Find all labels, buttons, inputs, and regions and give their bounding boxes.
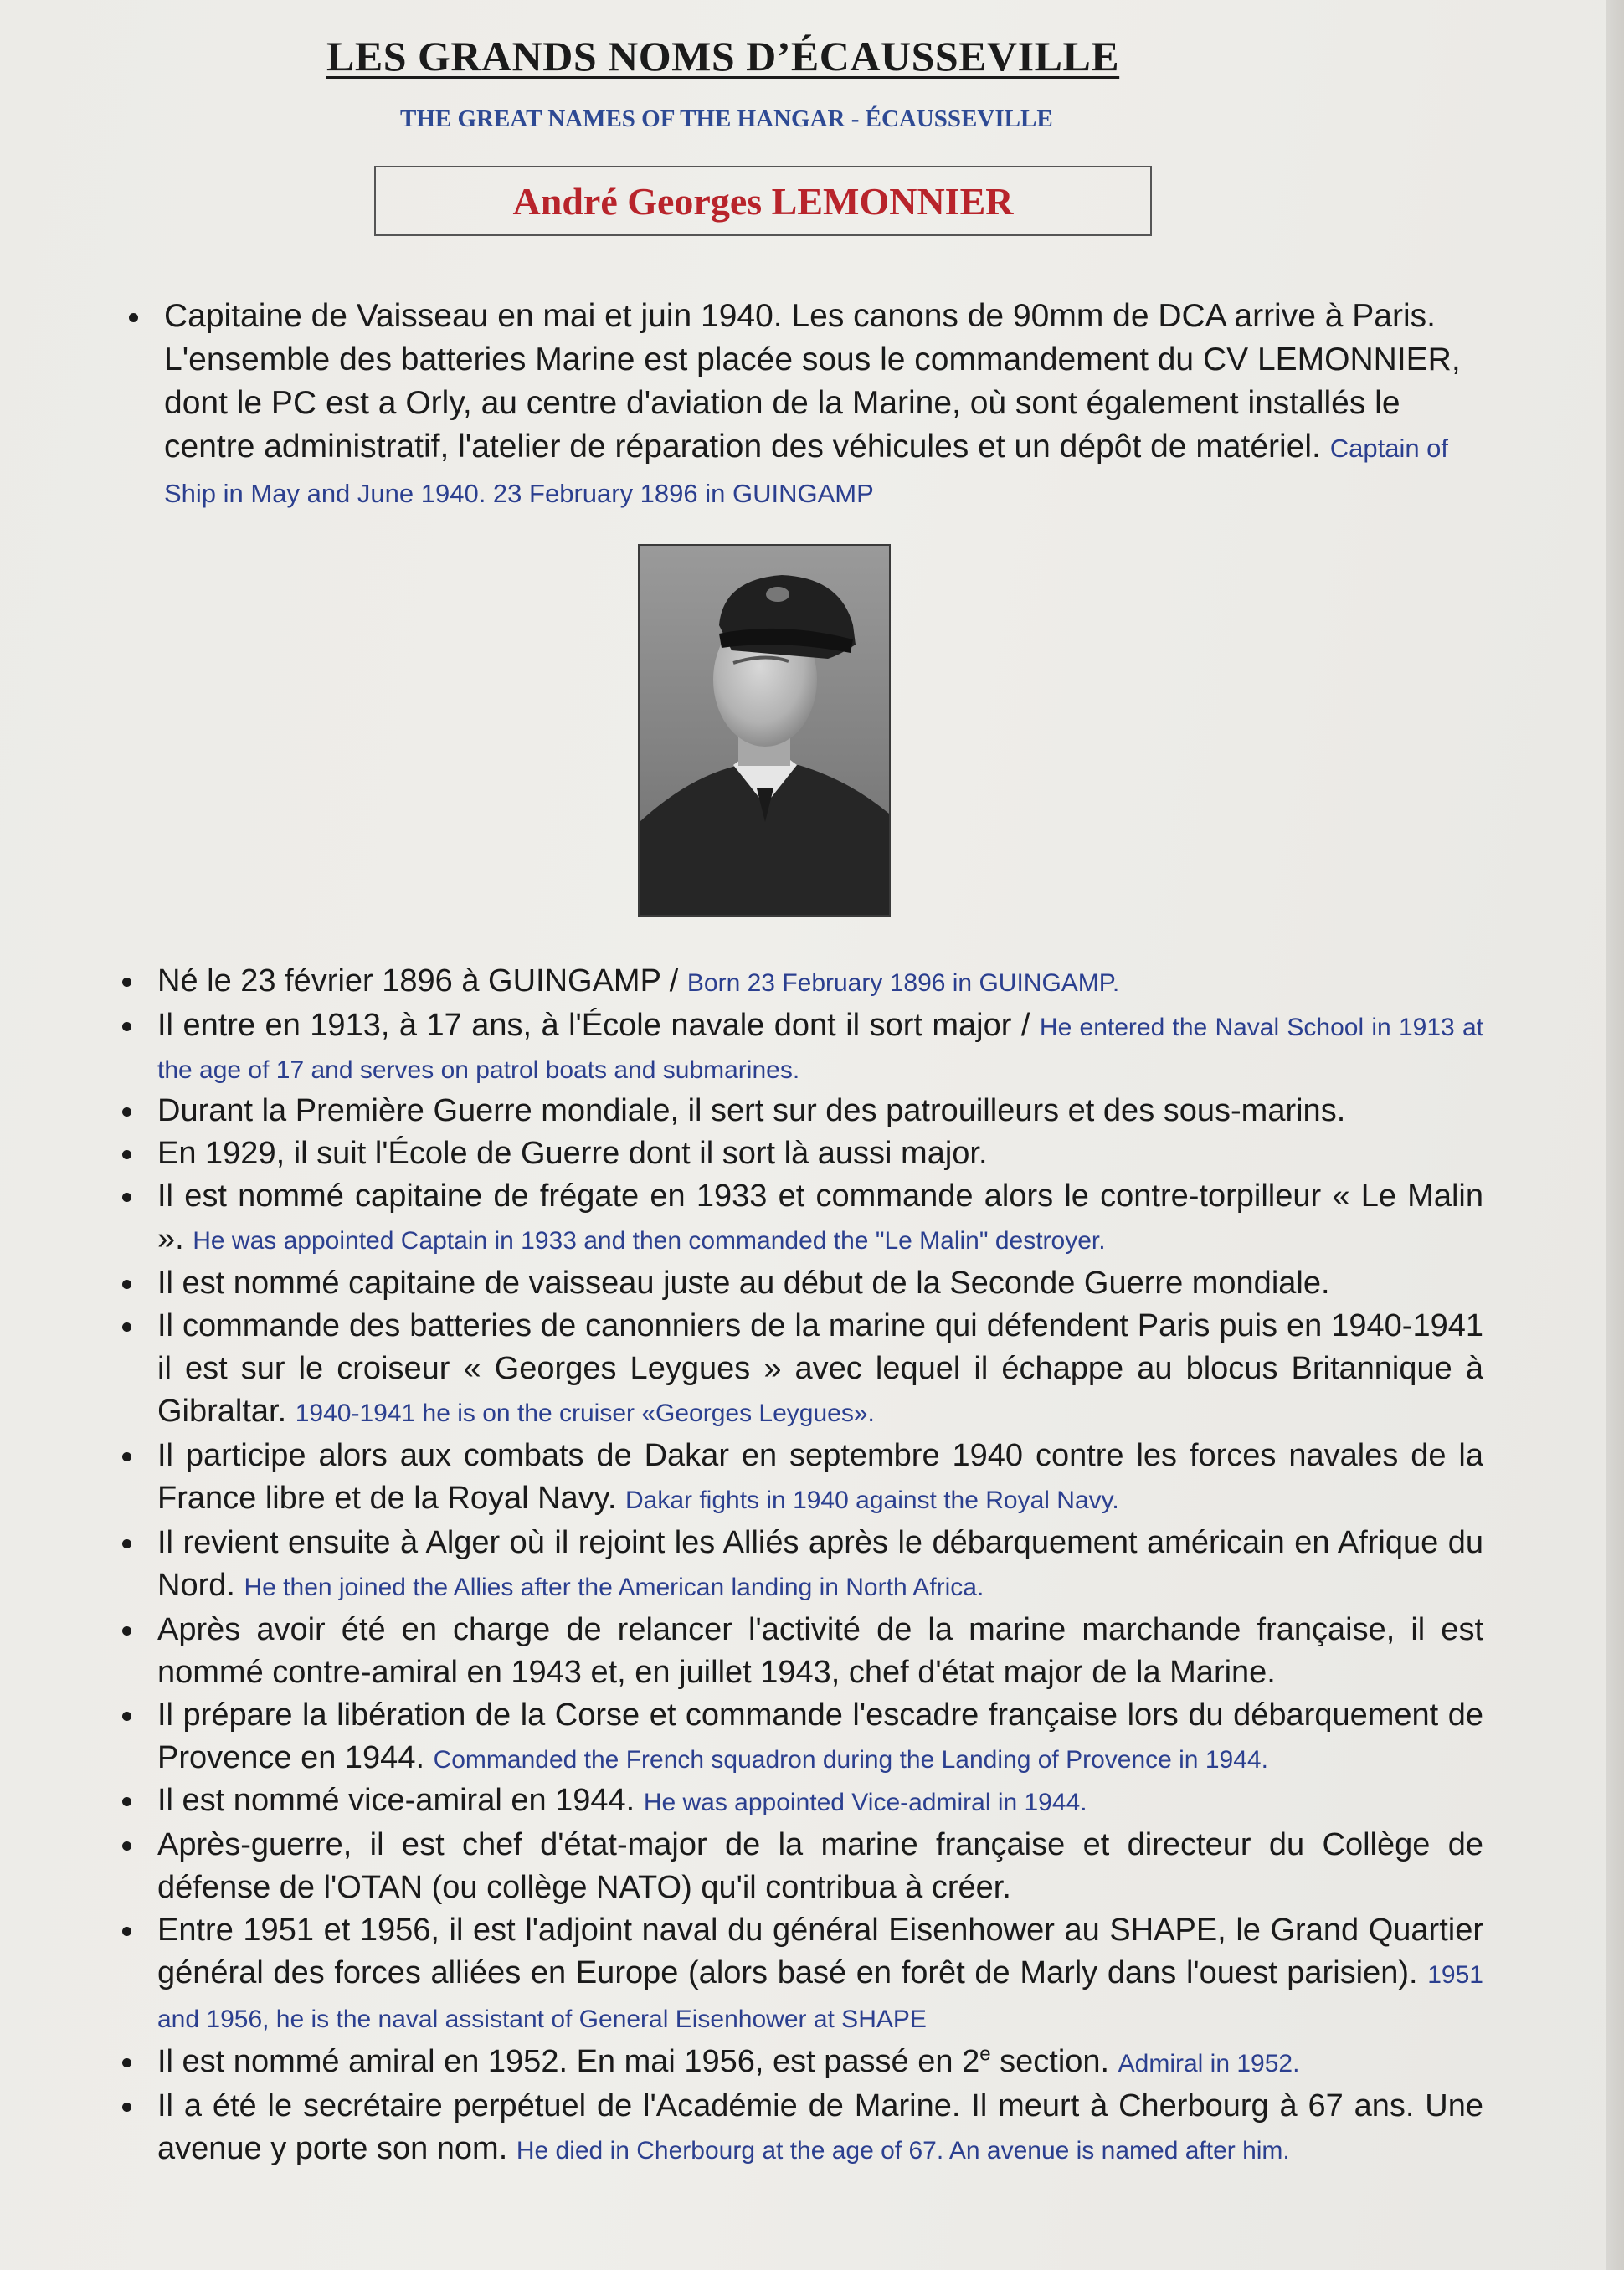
intro-item (126, 295, 1498, 516)
sheet-edge (1606, 0, 1624, 2270)
biography-item (119, 1175, 1483, 1262)
biography-item (119, 1090, 1483, 1132)
intro-english-text: Captain of Ship in May and June 1940. 23 February 1896 in GUINGAMP (164, 434, 1449, 508)
fact-french-text: Il est nommé vice-amiral en 1944. (157, 1783, 644, 1818)
fact-french-text: Après avoir été en charge de relancer l'activité de la marine marchande française, il est nommé contre-amiral en 1943 et, en juillet 1943, chef d'état major de la Marine. (157, 1612, 1483, 1690)
biography-item (119, 1262, 1483, 1305)
fact-french-text: Il a été le secrétaire perpétuel de l'Académie de Marine. Il meurt à Cherbourg à 67 ans. Une avenue y porte son nom. (157, 2088, 1483, 2166)
biography-item (119, 2041, 1483, 2085)
fact-french-text: Il entre en 1913, à 17 ans, à l'École navale dont il sort major / (157, 1008, 1040, 1043)
fact-french-text: Il participe alors aux combats de Dakar en septembre 1940 contre les forces navales de la France libre et de la Royal Navy. (157, 1438, 1483, 1516)
biography-list (119, 960, 1483, 2170)
fact-english-text: Born 23 February 1896 in GUINGAMP. (686, 969, 1120, 997)
fact-english-text: 1940-1941 he is on the cruiser «Georges Leygues». (295, 1399, 875, 1427)
fact-french-text: Il commande des batteries de canonniers de la marine qui défendent Paris puis en 1940-1941 il est sur le croiseur « Georges Leygues » avec lequel il échappe au blocus Britannique à Gibraltar. (157, 1308, 1483, 1429)
biography-item (119, 1909, 1483, 2041)
fact-english-text: Commanded the French squadron during the Landing of Provence in 1944. (433, 1746, 1268, 1774)
biography-item (119, 1004, 1483, 1090)
biography-item (119, 1780, 1483, 1824)
intro-list (126, 295, 1498, 516)
fact-french-text: Durant la Première Guerre mondiale, il sert sur des patrouilleurs et des sous-marins. (157, 1093, 1346, 1128)
name-banner (374, 166, 1152, 236)
fact-english-text: Admiral in 1952. (1118, 2050, 1300, 2077)
fact-french-text: En 1929, il suit l'École de Guerre dont il sort là aussi major. (157, 1136, 988, 1171)
fact-french-text: Entre 1951 et 1956, il est l'adjoint naval du général Eisenhower au SHAPE, le Grand Quartier général des forces alliées en Europe (alors basé en forêt de Marly dans l'ouest parisien). (157, 1913, 1483, 1990)
person-name: André Georges LEMONNIER (512, 179, 1014, 223)
fact-english-text: He died in Cherbourg at the age of 67. An avenue is named after him. (516, 2137, 1290, 2165)
portrait-photo (638, 544, 891, 917)
page-title: LES GRANDS NOMS D’ÉCAUSSEVILLE (326, 33, 1120, 80)
fact-french-text: Il revient ensuite à Alger où il rejoint les Alliés après le débarquement américain en Afrique du Nord. (157, 1525, 1483, 1603)
fact-french-text: Il prépare la libération de la Corse et commande l'escadre française lors du débarquement de Provence en 1944. (157, 1697, 1483, 1775)
fact-french-text: Il est nommé amiral en 1952. En mai 1956, est passé en 2 (157, 2044, 980, 2079)
biography-item (119, 1522, 1483, 1609)
fact-english-text: 1951 and 1956, he is the naval assistant of General Eisenhower at SHAPE (157, 1961, 1483, 2033)
fact-english-text: He then joined the Allies after the American landing in North Africa. (244, 1574, 984, 1601)
fact-english-text: He was appointed Captain in 1933 and then commanded the "Le Malin" destroyer. (193, 1227, 1106, 1255)
fact-english-text: He was appointed Vice-admiral in 1944. (643, 1789, 1087, 1816)
intro-french-text: Capitaine de Vaisseau en mai et juin 1940. Les canons de 90mm de DCA arrive à Paris. L'ensemble des batteries Marine est placée sous le commandement du CV LEMONNIER, dont le PC est a Orly, au centre d'aviation de la Marine, où sont également installés le centre administratif, l'atelier de réparation des véhicules et un dépôt de matériel. (164, 298, 1461, 465)
portrait-illustration (640, 546, 889, 915)
biography-item (119, 1824, 1483, 1909)
fact-english-text: He entered the Naval School in 1913 at the age of 17 and serves on patrol boats and submarines. (157, 1014, 1483, 1084)
biography-item (119, 1609, 1483, 1694)
fact-french-text-end: section. (990, 2044, 1118, 2079)
biography-item (119, 2085, 1483, 2170)
fact-french-text: Après-guerre, il est chef d'état-major de la marine française et directeur du Collège de défense de l'OTAN (ou collège NATO) qu'il contribua à créer. (157, 1827, 1483, 1905)
biography-item (119, 1132, 1483, 1175)
ordinal-superscript: e (979, 2042, 991, 2066)
biography-item (119, 1435, 1483, 1522)
fact-french-text: Né le 23 février 1896 à GUINGAMP / (157, 963, 687, 999)
biography-item (119, 1694, 1483, 1780)
fact-french-text: Il est nommé capitaine de frégate en 1933 et commande alors le contre-torpilleur « Le Malin ». (157, 1179, 1483, 1256)
fact-french-text: Il est nommé capitaine de vaisseau juste au début de la Seconde Guerre mondiale. (157, 1266, 1330, 1301)
page-subtitle: THE GREAT NAMES OF THE HANGAR - ÉCAUSSEVILLE (400, 105, 1053, 132)
biography-item (119, 960, 1483, 1004)
fact-english-text: Dakar fights in 1940 against the Royal Navy. (624, 1487, 1119, 1514)
biography-item (119, 1305, 1483, 1435)
